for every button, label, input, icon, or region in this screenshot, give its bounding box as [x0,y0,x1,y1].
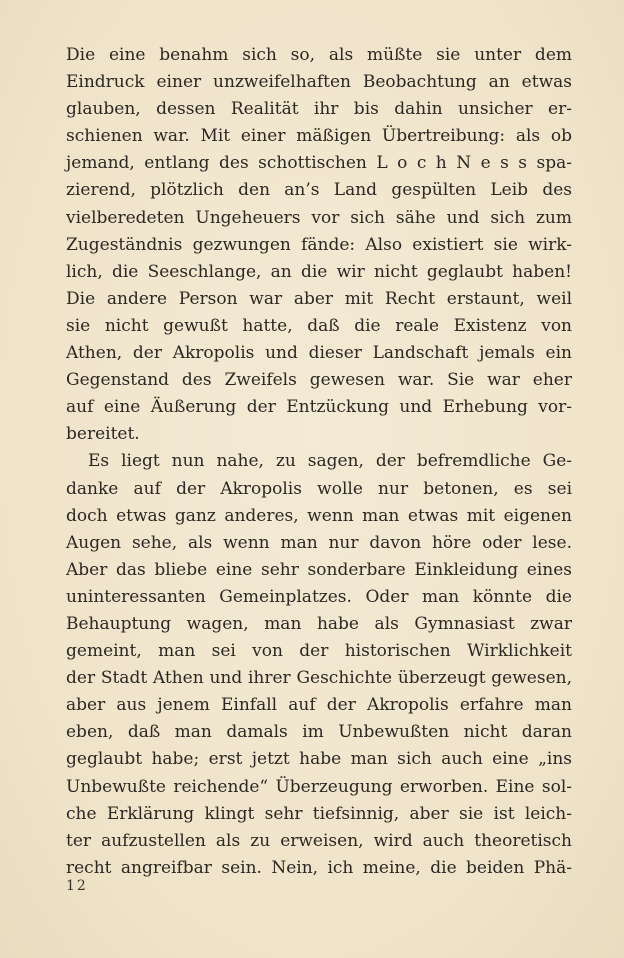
text-line: Athen, der Akropolis und dieser Landschaft jemals ein [66,343,572,364]
text-line: Die andere Person war aber mit Recht erstaunt, weil [66,288,572,309]
text-line: eben, daß man damals im Unbewußten nicht daran [66,722,572,743]
text-line: der Stadt Athen und ihrer Geschichte überzeugt gewesen, [66,668,572,689]
text-line: sie nicht gewußt hatte, daß die reale Existenz von [66,315,572,336]
text-line: Zugeständnis gezwungen fände: Also existiert sie wirk- [66,234,572,255]
body-text [66,42,572,882]
text-line: Unbewußte reichende“ Überzeugung erworben. Eine sol- [66,776,572,797]
text-line: zierend, plötzlich den an’s Land gespülten Leib des [66,180,572,201]
text-line: auf eine Äußerung der Entzückung und Erhebung vor- [66,397,572,418]
text-line: glauben, dessen Realität ihr bis dahin unsicher er- [66,99,572,120]
text-line: Eindruck einer unzweifelhaften Beobachtung an etwas [66,72,572,93]
text-line: Aber das bliebe eine sehr sonderbare Einkleidung eines [66,559,572,580]
text-line: ter aufzustellen als zu erweisen, wird auch theoretisch [66,830,572,851]
text-line: uninteressanten Gemeinplatzes. Oder man könnte die [66,586,572,607]
text-line: Behauptung wagen, man habe als Gymnasiast zwar [66,613,572,634]
text-line: bereitet. [66,424,140,445]
text-line: lich, die Seeschlange, an die wir nicht geglaubt haben! [66,261,572,282]
text-line: schienen war. Mit einer mäßigen Übertreibung: als ob [66,126,572,147]
text-line: doch etwas ganz anderes, wenn man etwas mit eigenen [66,505,572,526]
text-line: Es liegt nun nahe, zu sagen, der befremdliche Ge- [88,451,572,472]
text-line: gemeint, man sei von der historischen Wirklichkeit [66,641,572,662]
text-line: Augen sehe, als wenn man nur davon höre oder lese. [66,532,572,553]
text-line: vielberedeten Ungeheuers vor sich sähe und sich zum [66,207,572,228]
text-line: Gegenstand des Zweifels gewesen war. Sie war eher [66,370,572,391]
text-line: recht angreifbar sein. Nein, ich meine, die beiden Phä- [66,857,572,878]
text-line: geglaubt habe; erst jetzt habe man sich auch eine „ins [66,749,572,770]
text-line: aber aus jenem Einfall auf der Akropolis erfahre man [66,695,572,716]
text-line: danke auf der Akropolis wolle nur betonen, es sei [66,478,572,499]
page-number: 12 [66,878,88,894]
text-line: jemand, entlang des schottischen L o c h N e s s spa- [66,153,572,174]
text-line: Die eine benahm sich so, als müßte sie unter dem [66,45,572,65]
text-line: che Erklärung klingt sehr tiefsinnig, aber sie ist leich- [66,803,572,824]
